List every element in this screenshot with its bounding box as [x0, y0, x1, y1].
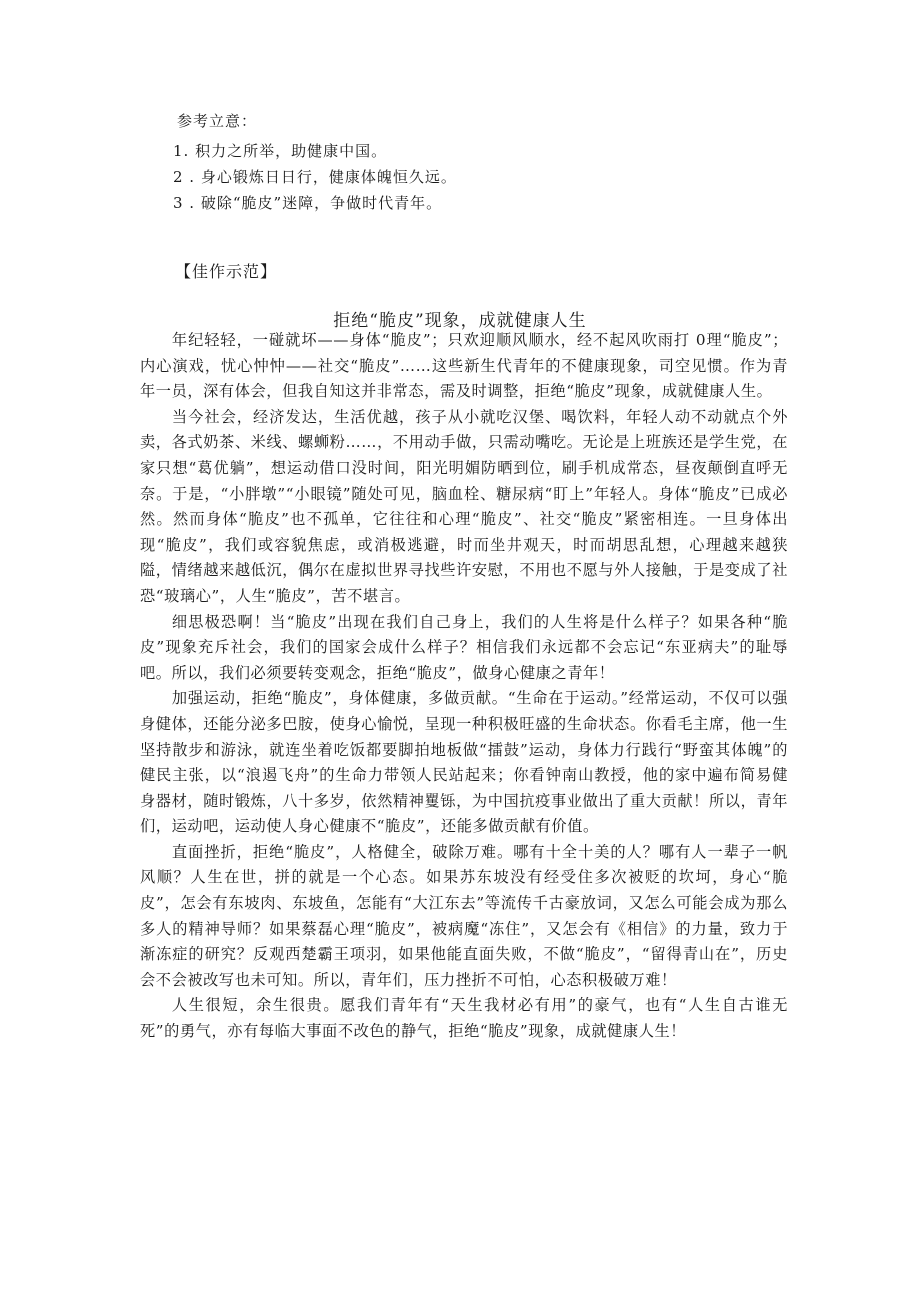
reference-item: 1. 积力之所举，助健康中国。 — [173, 142, 388, 160]
reference-list — [173, 138, 457, 216]
reference-item: 3 . 破除“脆皮”迷障，争做时代青年。 — [173, 194, 443, 212]
essay-paragraph: 当今社会，经济发达，生活优越，孩子从小就吃汉堡、喝饮料，年轻人动不动就点个外卖，各式奶茶、米线、螺蛳粉……，不用动手做，只需动嘴吃。无论是上班族还是学生党，在家只想“葛优躺”，想运动借口没时间，阳光明媚防晒到位，刷手机成常态，昼夜颠倒直呼无奈。于是，“小胖墩”“小眼镜”随处可见，脑血栓、糖尿病“盯上”年轻人。身体“脆皮”已成必然。然而身体“脆皮”也不孤单，它往往和心理“脆皮”、社交“脆皮”紧密相连。一旦身体出现“脆皮”，我们或容貌焦虑，或消极逃避，时而坐井观天，时而胡思乱想，心理越来越狭隘，情绪越来越低沉，偶尔在虚拟世界寻找些许安慰，不用也不愿与外人接触，于是变成了社恐“玻璃心”，人生“脆皮”，苦不堪言。 — [140, 407, 788, 605]
reference-item: 2 . 身心锻炼日日行，健康体魄恒久远。 — [173, 168, 457, 186]
essay-paragraph: 人生很短，余生很贵。愿我们青年有“天生我材必有用”的豪气，也有“人生自古谁无死”的勇气，亦有每临大事面不改色的静气，拒绝“脆皮”现象，成就健康人生！ — [140, 996, 788, 1041]
essay-title: 拒绝“脆皮”现象，成就健康人生 — [333, 311, 587, 331]
essay-body — [140, 328, 788, 1045]
essay-paragraph: 细思极恐啊！当“脆皮”出现在我们自己身上，我们的人生将是什么样子？如果各种“脆皮”现象充斥社会，我们的国家会成什么样子？相信我们永远都不会忘记“东亚病夫”的耻辱吧。所以，我们必须要转变观念，拒绝“脆皮”，做身心健康之青年！ — [140, 612, 788, 682]
essay-paragraph: 直面挫折，拒绝“脆皮”，人格健全，破除万难。哪有十全十美的人？哪有人一辈子一帆风顺？人生在世，拼的就是一个心态。如果苏东坡没有经受住多次被贬的坎坷，身心“脆皮”，怎会有东坡肉、东坡鱼，怎能有“大江东去”等流传千古豪放词，又怎么可能会成为那么多人的精神导师？如果蔡磊心理“脆皮”，被病魔“冻住”，又怎会有《相信》的力量，致力于渐冻症的研究？反观西楚霸王项羽，如果他能直面失败，不做“脆皮”，“留得青山在”，历史会不会被改写也未可知。所以，青年们，压力挫折不可怕，心态积极破万难！ — [140, 842, 788, 989]
essay-paragraph: 年纪轻轻，一碰就坏——身体“脆皮”；只欢迎顺风顺水，经不起风吹雨打 0理“脆皮”；内心演戏，忧心忡忡——社交“脆皮”……这些新生代青年的不健康现象，司空见惯。作为青年一员，深有体会，但我自知这并非常态，需及时调整，拒绝“脆皮”现象，成就健康人生。 — [140, 331, 788, 401]
essay-paragraph: 加强运动，拒绝“脆皮”，身体健康，多做贡献。“生命在于运动。”经常运动，不仅可以强身健体，还能分泌多巴胺，使身心愉悦，呈现一种积极旺盛的生命状态。你看毛主席，他一生坚持散步和游泳，就连坐着吃饭都要脚拍地板做“擂鼓”运动，身体力行践行“野蛮其体魄”的健民主张，以“浪遏飞舟”的生命力带领人民站起来；你看钟南山教授，他的家中遍布简易健身器材，随时锻炼，八十多岁，依然精神矍铄，为中国抗疫事业做出了重大贡献！所以，青年们，运动吧，运动使人身心健康不“脆皮”，还能多做贡献有价值。 — [140, 689, 788, 836]
showcase-label: 【佳作示范】 — [175, 262, 278, 281]
reference-heading: 参考立意： — [177, 112, 258, 130]
